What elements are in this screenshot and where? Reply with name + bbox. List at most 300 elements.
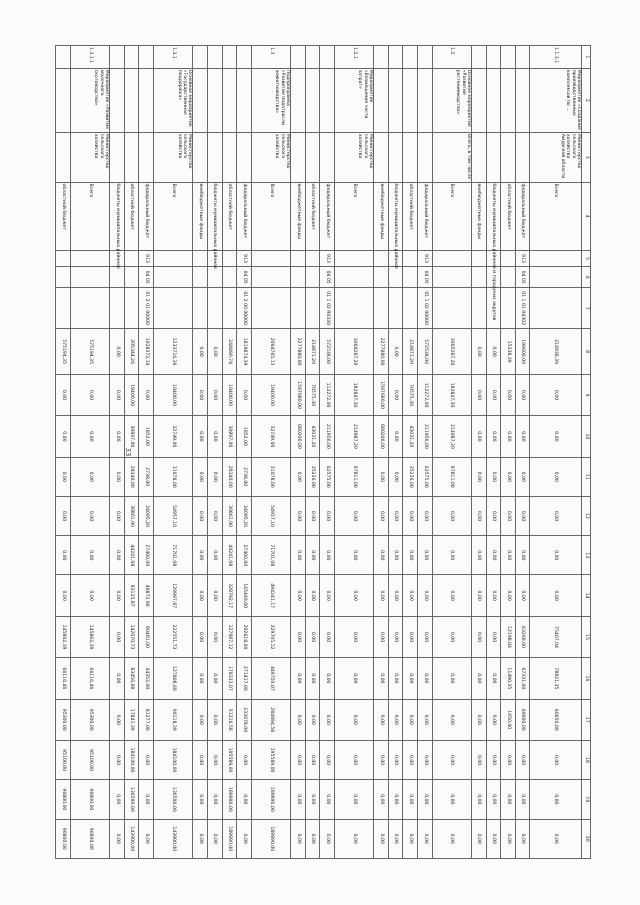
table-cell: 0,00 — [403, 780, 418, 819]
column-header: 9 — [582, 374, 591, 415]
table-cell: 0,00 — [403, 616, 418, 657]
table-row — [374, 46, 389, 859]
table-cell — [124, 250, 139, 267]
table-cell: 0,00 — [471, 658, 486, 699]
table-cell: 0,00 — [418, 699, 433, 740]
table-cell: 0,00 — [305, 819, 320, 859]
table-cell: федеральный бюджет — [418, 182, 433, 250]
table-cell: Министерство сельского хозяйства — [251, 132, 290, 182]
table-cell: 449750,07 — [251, 658, 290, 699]
table-cell — [403, 288, 418, 329]
table-cell: Основное мероприятие «Развитие растениеводства» — [432, 68, 471, 132]
table-cell: бюджеты муниципальных районов — [110, 182, 125, 250]
table-cell: 0,00 — [110, 575, 125, 616]
table-cell: 0,00 — [432, 658, 471, 699]
table-cell: 0,00 — [291, 699, 306, 740]
table-cell: 0,00 — [418, 658, 433, 699]
table-cell: 0,00 — [530, 416, 582, 457]
table-cell: 0,00 — [471, 575, 486, 616]
table-cell: 0,00 — [305, 536, 320, 575]
table-cell: 0,00 — [471, 819, 486, 859]
table-cell — [374, 288, 389, 329]
table-cell: 129997,87 — [154, 575, 193, 616]
table-cell: 184100,00 — [124, 740, 139, 779]
table-cell: 0,00 — [291, 616, 306, 657]
table-cell: 0,00 — [291, 819, 306, 859]
column-header: 11 — [582, 457, 591, 496]
table-cell: 0,00 — [530, 374, 582, 415]
table-cell: 30897,00 — [124, 416, 139, 457]
table-cell: 0,00 — [501, 457, 516, 496]
table-row — [501, 46, 516, 859]
table-cell: внебюджетные фонды — [291, 182, 306, 250]
table-cell: 27460,00 — [237, 536, 252, 575]
table-cell — [139, 132, 154, 182]
table-cell: 184100,00 — [154, 740, 193, 779]
table-cell: 0,00 — [418, 819, 433, 859]
table-cell: 28340,00 — [124, 457, 139, 496]
table-cell: 189890,00 — [251, 819, 290, 859]
table-cell: 0,00 — [486, 699, 501, 740]
table-cell — [388, 267, 403, 288]
table-cell: 0,00 — [486, 819, 501, 859]
table-cell — [237, 132, 252, 182]
table-cell: 1.3 — [251, 46, 290, 69]
table-cell — [237, 68, 252, 132]
table-cell: 189890,00 — [222, 819, 237, 859]
table-row — [110, 46, 125, 859]
table-cell: 189890,00 — [222, 780, 237, 819]
table-cell — [291, 68, 306, 132]
table-cell: 17841,39 — [124, 699, 139, 740]
table-cell: 2277880,00 — [291, 329, 306, 375]
table-cell: 202618,00 — [237, 616, 252, 657]
table-cell: 0,00 — [388, 575, 403, 616]
table-cell: 0,00 — [56, 416, 71, 457]
table-cell: 2738,00 — [237, 457, 252, 496]
column-header: 6 — [582, 267, 591, 288]
table-cell: 0,00 — [110, 616, 125, 657]
table-cell: 0,00 — [501, 374, 516, 415]
table-cell: 145862,39 — [56, 616, 71, 657]
table-cell: 0,00 — [486, 496, 501, 535]
column-header: 15 — [582, 616, 591, 657]
table-cell: 0,00 — [515, 819, 530, 859]
table-cell — [251, 267, 290, 288]
table-cell: 0,00 — [418, 575, 433, 616]
table-cell: 1650,00 — [501, 699, 516, 740]
table-cell: 211956,00 — [418, 416, 433, 457]
table-row — [207, 46, 222, 859]
table-cell: 0,00 — [193, 374, 208, 415]
table-cell: 97811,00 — [334, 457, 373, 496]
table-cell — [56, 132, 71, 182]
table-cell: 0,00 — [432, 740, 471, 779]
table-cell: 62575,00 — [418, 457, 433, 496]
table-cell: 0,00 — [207, 575, 222, 616]
table-row — [471, 46, 486, 859]
table-cell: Министерство сельского хозяйства — [334, 132, 373, 182]
table-cell — [124, 68, 139, 132]
table-cell: 0,00 — [501, 416, 516, 457]
table-cell: 0,00 — [486, 536, 501, 575]
table-cell — [471, 132, 486, 182]
table-cell — [418, 132, 433, 182]
table-cell: 0,00 — [432, 536, 471, 575]
table-cell — [291, 132, 306, 182]
table-cell: 1852,00 — [237, 416, 252, 457]
table-cell: 0,00 — [388, 416, 403, 457]
table-cell — [515, 132, 530, 182]
table-cell: 0,00 — [471, 616, 486, 657]
table-cell: 66116,46 — [70, 658, 109, 699]
table-cell: 575194,35 — [70, 329, 109, 375]
table-cell: 572538,00 — [418, 329, 433, 375]
table-cell — [515, 46, 530, 69]
table-cell: 199600,00 — [515, 329, 530, 375]
column-header: 17 — [582, 699, 591, 740]
table-cell: 1597680,00 — [374, 374, 389, 415]
table-row — [154, 46, 193, 859]
table-cell — [237, 46, 252, 69]
table-cell: 0,00 — [291, 496, 306, 535]
table-row — [237, 46, 252, 859]
table-cell — [207, 288, 222, 329]
table-row — [530, 46, 582, 859]
table-cell: 19400,00 — [222, 374, 237, 415]
table-cell: 04 05 — [320, 267, 335, 288]
table-cell: 0,00 — [193, 740, 208, 779]
table-cell: 0,00 — [334, 780, 373, 819]
table-cell: 1.2 — [432, 46, 471, 69]
table-cell: 0,00 — [334, 496, 373, 535]
table-cell: 0,00 — [418, 496, 433, 535]
table-cell — [70, 267, 109, 288]
table-cell: Всего, в том числе — [432, 132, 471, 182]
table-cell: 0,00 — [374, 575, 389, 616]
table-cell: 913 — [320, 250, 335, 267]
table-row — [56, 46, 71, 859]
table-cell: 0,00 — [207, 699, 222, 740]
table-cell: 0,00 — [471, 329, 486, 375]
table-cell: 182847,30 — [334, 374, 373, 415]
table-cell: 3065287,20 — [432, 329, 471, 375]
table-cell: Всего — [70, 182, 109, 250]
table-cell — [110, 288, 125, 329]
column-header: 13 — [582, 536, 591, 575]
table-cell: 0,00 — [193, 819, 208, 859]
header-row — [582, 46, 591, 859]
table-cell: 12198,04 — [501, 616, 516, 657]
table-cell: 0,00 — [530, 575, 582, 616]
table-cell: 136590,00 — [154, 780, 193, 819]
table-cell: 0,00 — [501, 819, 516, 859]
column-header: 7 — [582, 288, 591, 329]
table-cell: 0,00 — [110, 658, 125, 699]
table-cell: 0,00 — [110, 536, 125, 575]
table-cell: 0,00 — [471, 457, 486, 496]
table-cell: 572538,00 — [320, 329, 335, 375]
table-cell: 0,00 — [207, 819, 222, 859]
table-cell: 0,00 — [320, 819, 335, 859]
table-cell: 1028372,10 — [139, 329, 154, 375]
table-cell: Мероприятие «Возмещение части затрат» — [334, 68, 373, 132]
table-cell: 66116,46 — [56, 658, 71, 699]
table-cell — [374, 132, 389, 182]
table-cell: 0,00 — [334, 536, 373, 575]
table-cell: 71701,08 — [154, 536, 193, 575]
table-cell: 1233716,36 — [154, 329, 193, 375]
table-cell: 1.2.1 — [334, 46, 373, 69]
table-cell: 0,00 — [291, 575, 306, 616]
table-cell: 19400,00 — [154, 374, 193, 415]
table-cell: 211956,00 — [320, 416, 335, 457]
table-cell: 0,00 — [110, 780, 125, 819]
table-cell: 233678,00 — [237, 699, 252, 740]
table-cell — [124, 46, 139, 69]
table-cell: 96800,00 — [56, 780, 71, 819]
table-cell: 1597680,00 — [291, 374, 306, 415]
table-cell: 0,00 — [515, 374, 530, 415]
table-cell: 0,00 — [70, 536, 109, 575]
table-cell — [403, 250, 418, 267]
table-cell: 0,00 — [486, 416, 501, 457]
table-cell: 0,00 — [56, 575, 71, 616]
table-cell: 143900,00 — [154, 819, 193, 859]
table-cell: 0,00 — [418, 740, 433, 779]
table-cell — [154, 288, 193, 329]
table-cell: 0,00 — [374, 457, 389, 496]
table-cell: 0,00 — [334, 819, 373, 859]
table-cell: Мероприятие «Создание производственных комплексов по ... — [530, 68, 582, 132]
column-header: 16 — [582, 658, 591, 699]
table-cell: 0,00 — [388, 329, 403, 375]
table-row — [403, 46, 418, 859]
table-cell: 195589,00 — [222, 740, 237, 779]
table-cell: 195589,00 — [251, 740, 290, 779]
table-cell: 0,00 — [193, 329, 208, 375]
table-cell: 189890,00 — [251, 780, 290, 819]
table-cell: 0,00 — [388, 658, 403, 699]
table-cell: 95100,00 — [70, 740, 109, 779]
table-cell: 680200,00 — [291, 416, 306, 457]
table-cell: 0,00 — [207, 780, 222, 819]
table-cell: 0,00 — [432, 575, 471, 616]
table-cell — [501, 132, 516, 182]
table-cell: 0,00 — [237, 740, 252, 779]
table-cell: 0,00 — [486, 658, 501, 699]
table-cell: 28340,00 — [222, 457, 237, 496]
table-cell: 71701,08 — [251, 536, 290, 575]
table-cell — [388, 68, 403, 132]
table-cell: 0,00 — [110, 699, 125, 740]
table-cell — [110, 132, 125, 182]
table-cell: 46872,00 — [139, 575, 154, 616]
table-cell: 0,00 — [207, 658, 222, 699]
table-cell — [486, 68, 501, 132]
table-row — [418, 46, 433, 859]
table-cell: 1.1.3.1 — [530, 46, 582, 69]
table-cell: 43031,20 — [305, 416, 320, 457]
column-header: 10 — [582, 416, 591, 457]
table-cell: 0,00 — [486, 457, 501, 496]
table-cell — [207, 46, 222, 69]
table-cell: Всего — [432, 182, 471, 250]
table-cell: 0,00 — [515, 457, 530, 496]
table-cell: 2738,00 — [139, 457, 154, 496]
table-cell: 1.3.1 — [154, 46, 193, 69]
table-row — [139, 46, 154, 859]
table-cell: 0,00 — [207, 374, 222, 415]
table-cell: 127808,68 — [154, 658, 193, 699]
table-cell — [501, 267, 516, 288]
table-cell: 0,00 — [139, 374, 154, 415]
table-cell: 0,00 — [305, 616, 320, 657]
table-cell: Министерство сельского хозяйства Амурской области — [530, 132, 582, 182]
column-header: 18 — [582, 740, 591, 779]
table-cell: 0,00 — [530, 819, 582, 859]
table-cell: 136590,00 — [124, 780, 139, 819]
table-cell: 0,00 — [515, 496, 530, 535]
table-cell: 0,00 — [501, 780, 516, 819]
table-cell: Всего — [251, 182, 290, 250]
table-cell — [374, 250, 389, 267]
table-cell: 0,00 — [110, 496, 125, 535]
table-cell: 30861,90 — [124, 496, 139, 535]
table-cell — [222, 68, 237, 132]
table-cell: 30861,90 — [222, 496, 237, 535]
table-cell: 0,00 — [388, 374, 403, 415]
table-cell: 1852,00 — [139, 416, 154, 457]
table-cell: 0,00 — [515, 416, 530, 457]
table-cell: областной бюджет — [403, 182, 418, 250]
table-cell — [70, 288, 109, 329]
table-row — [432, 46, 471, 859]
rotated-table-container — [55, 45, 591, 859]
table-cell — [305, 267, 320, 288]
table-cell: 0,00 — [530, 740, 582, 779]
table-cell: 0,00 — [305, 780, 320, 819]
table-cell: 0,00 — [320, 780, 335, 819]
table-cell: 0,00 — [471, 374, 486, 415]
table-cell: 0,00 — [237, 780, 252, 819]
table-cell: 214987,20 — [432, 416, 471, 457]
table-cell: 0,00 — [56, 536, 71, 575]
table-cell: 44352,00 — [139, 658, 154, 699]
table-cell: 3064287,20 — [334, 329, 373, 375]
table-cell: 99118,39 — [154, 699, 193, 740]
table-row — [388, 46, 403, 859]
table-row — [515, 46, 530, 859]
table-cell: 0,00 — [403, 575, 418, 616]
table-cell: 0,00 — [320, 699, 335, 740]
table-cell — [124, 288, 139, 329]
table-cell: 44241,08 — [124, 536, 139, 575]
table-cell: областной бюджет — [305, 182, 320, 250]
table-cell — [291, 288, 306, 329]
table-cell: 0,00 — [207, 416, 222, 457]
table-cell — [124, 267, 139, 288]
table-cell — [501, 250, 516, 267]
table-cell — [388, 288, 403, 329]
table-cell: 01 1 01 R4302 — [515, 288, 530, 329]
table-cell: 0,00 — [56, 457, 71, 496]
table-cell: 1819874,39 — [237, 329, 252, 375]
table-cell: 913 — [139, 250, 154, 267]
table-cell: 0,00 — [110, 740, 125, 779]
table-cell — [70, 250, 109, 267]
table-cell — [305, 46, 320, 69]
table-cell: 0,00 — [403, 699, 418, 740]
column-header: 20 — [582, 819, 591, 859]
table-cell: 01 2 01 00000 — [139, 288, 154, 329]
table-cell: 0,00 — [193, 658, 208, 699]
table-cell — [530, 288, 582, 329]
table-cell: 32749,00 — [154, 416, 193, 457]
table-cell: 0,00 — [388, 616, 403, 657]
table-cell: 0,00 — [56, 496, 71, 535]
table-cell: 0,00 — [403, 740, 418, 779]
table-row — [320, 46, 335, 859]
table-cell: 35236,00 — [305, 457, 320, 496]
page-number: 33 — [124, 447, 132, 457]
table-cell — [471, 288, 486, 329]
table-cell: 95300,00 — [56, 699, 71, 740]
table-cell: 01 1 02 00000 — [418, 288, 433, 329]
table-cell: 0,00 — [193, 575, 208, 616]
table-cell — [251, 288, 290, 329]
table-cell: 67331,00 — [515, 658, 530, 699]
table-cell: 0,00 — [237, 819, 252, 859]
table-row — [486, 46, 501, 859]
table-cell: 0,00 — [530, 457, 582, 496]
table-cell: 0,00 — [334, 575, 373, 616]
table-cell: 0,00 — [471, 740, 486, 779]
table-cell — [222, 46, 237, 69]
table-cell: 0,00 — [388, 496, 403, 535]
table-cell — [403, 132, 418, 182]
table-cell: 19400,00 — [251, 374, 290, 415]
table-cell — [222, 250, 237, 267]
table-cell: областной бюджет — [222, 182, 237, 250]
table-cell: 0,00 — [305, 699, 320, 740]
table-cell — [515, 68, 530, 132]
table-cell: 0,00 — [432, 616, 471, 657]
table-cell: Всего — [530, 182, 582, 250]
table-cell: 178333,07 — [222, 658, 237, 699]
table-cell — [110, 267, 125, 288]
table-cell: 214987,20 — [334, 416, 373, 457]
table-cell: 0,00 — [471, 496, 486, 535]
table-row — [222, 46, 237, 859]
table-cell: 0,00 — [403, 496, 418, 535]
table-cell: 30897,00 — [222, 416, 237, 457]
table-cell: 0,00 — [334, 699, 373, 740]
table-cell — [501, 46, 516, 69]
table-cell: 0,00 — [70, 374, 109, 415]
table-cell: внебюджетные фонды — [193, 182, 208, 250]
table-cell: 83456,68 — [124, 658, 139, 699]
table-cell — [501, 68, 516, 132]
table-cell — [139, 68, 154, 132]
table-cell: 0,00 — [515, 740, 530, 779]
table-cell: 0,00 — [110, 329, 125, 375]
table-cell: 11490,35 — [501, 658, 516, 699]
table-cell: 0,00 — [110, 374, 125, 415]
table-cell: 63269,00 — [515, 616, 530, 657]
table-cell: бюджеты муниципальных районов — [388, 182, 403, 250]
table-cell: 142070,73 — [124, 616, 139, 657]
